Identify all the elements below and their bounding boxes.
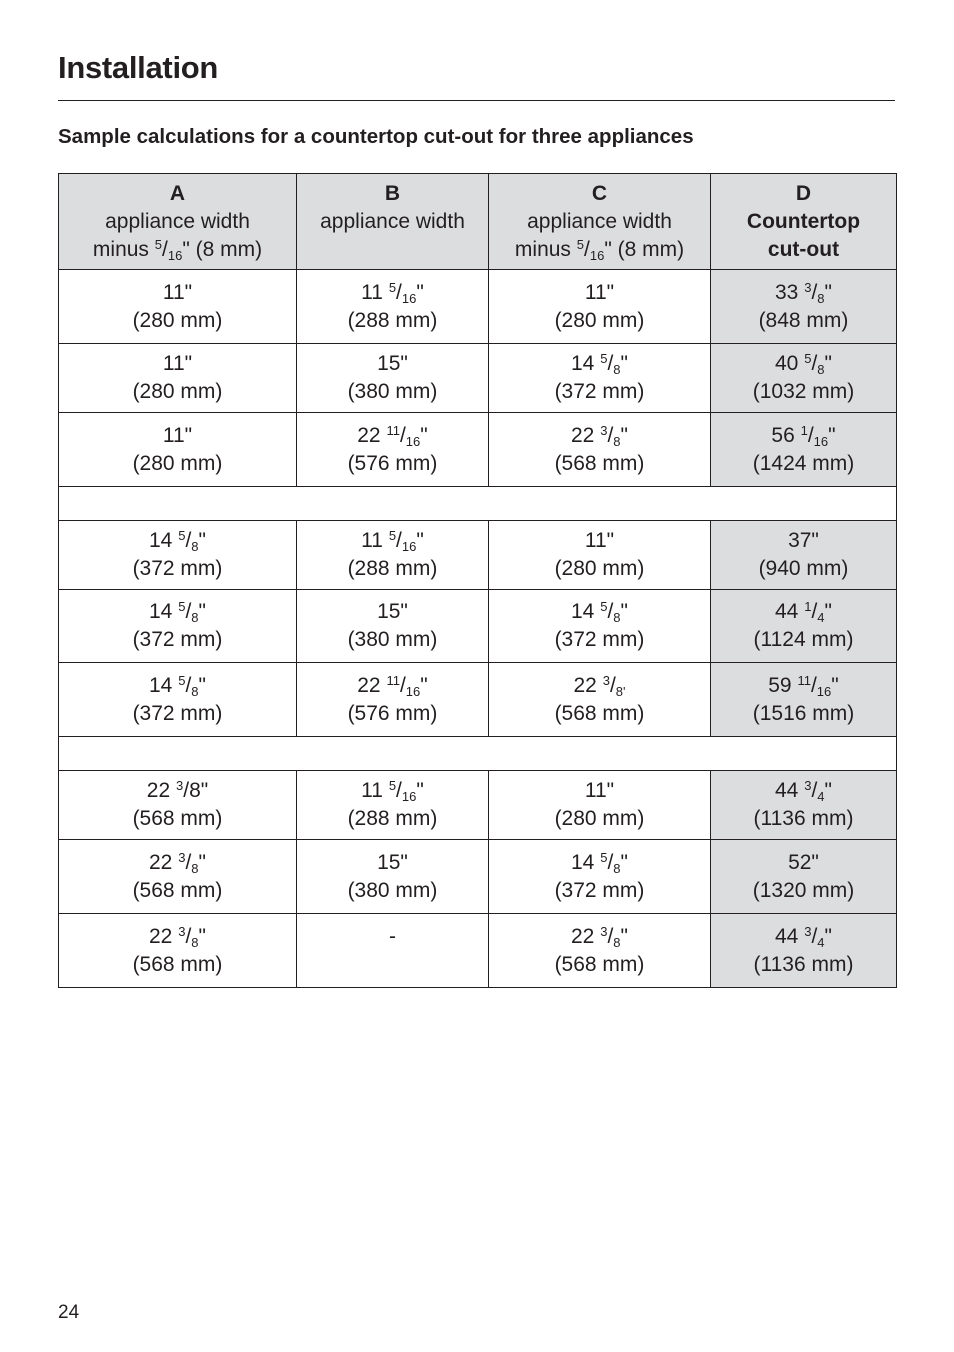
cell-b: 11 $^5/_{16}$" (288 mm) [297,771,489,840]
cell-a: 14 $^5/_8$" (372 mm) [59,663,297,737]
cell-c: 22 $^3/_{8'}$ (568 mm) [489,663,711,737]
header-letter: A [169,181,186,205]
cell-b: 11 $^5/_{16}$" (288 mm) [297,270,489,344]
page-title: Installation [58,50,219,85]
header-letter: C [591,181,608,205]
header-letter: B [384,181,401,205]
cell-d: 44 $^3/_4$" (1136 mm) [711,914,897,988]
cell-c: 11" (280 mm) [489,521,711,590]
cell-c: 11" (280 mm) [489,270,711,344]
header-letter: D [795,181,812,205]
cell-a: 22 $^3$/8" (568 mm) [59,771,297,840]
cell-b: 11 $^5/_{16}$" (288 mm) [297,521,489,590]
cell-d: 52" (1320 mm) [711,840,897,914]
cell-c: 11" (280 mm) [489,771,711,840]
table-row [59,344,897,413]
section-heading: Sample calculations for a countertop cut-out for three appliances [58,125,694,148]
cell-d: 44 $^3/_4$" (1136 mm) [711,771,897,840]
table-row [59,270,897,344]
table-row [59,590,897,663]
page-number: 24 [58,1302,80,1323]
cell-a: 11" (280 mm) [59,344,297,413]
cell-a: 14 $^5/_8$" (372 mm) [59,521,297,590]
table-row [59,413,897,487]
cell-b: 22 $^{11}/_{16}$" (576 mm) [297,663,489,737]
group-separator [59,737,897,771]
cell-d: 37" (940 mm) [711,521,897,590]
cell-b: 15" (380 mm) [297,344,489,413]
header-c: C appliance width minus $^5/_{16}$" (8 mm) [489,174,711,270]
table-header-row [59,174,897,270]
cell-b: 22 $^{11}/_{16}$" (576 mm) [297,413,489,487]
group-separator [59,487,897,521]
table-row [59,663,897,737]
table-row [59,840,897,914]
cell-c: 22 $^3/_8$" (568 mm) [489,413,711,487]
table-row [59,771,897,840]
table-row [59,914,897,988]
header-a: A appliance width minus $^5/_{16}$" (8 mm) [59,174,297,270]
cell-d: 33 $^3/_8$" (848 mm) [711,270,897,344]
cell-d: 56 $^1/_{16}$" (1424 mm) [711,413,897,487]
cell-d: 40 $^5/_8$" (1032 mm) [711,344,897,413]
cell-a: 11" (280 mm) [59,413,297,487]
cell-b: 15" (380 mm) [297,840,489,914]
cell-c: 14 $^5/_8$" (372 mm) [489,840,711,914]
cell-c: 14 $^5/_8$" (372 mm) [489,590,711,663]
header-d: D Countertop cut-out [711,174,897,270]
cell-d: 44 $^1/_4$" (1124 mm) [711,590,897,663]
title-divider [58,100,895,101]
cell-a: 22 $^3/_8$" (568 mm) [59,914,297,988]
cutout-table [58,173,897,988]
cell-a: 14 $^5/_8$" (372 mm) [59,590,297,663]
cell-d: 59 $^{11}/_{16}$" (1516 mm) [711,663,897,737]
cell-a: 22 $^3/_8$" (568 mm) [59,840,297,914]
table-row [59,521,897,590]
cell-b: 15" (380 mm) [297,590,489,663]
cell-a: 11" (280 mm) [59,270,297,344]
header-b: B appliance width [297,174,489,270]
cell-c: 14 $^5/_8$" (372 mm) [489,344,711,413]
cell-c: 22 $^3/_8$" (568 mm) [489,914,711,988]
cell-b: - [297,914,489,988]
